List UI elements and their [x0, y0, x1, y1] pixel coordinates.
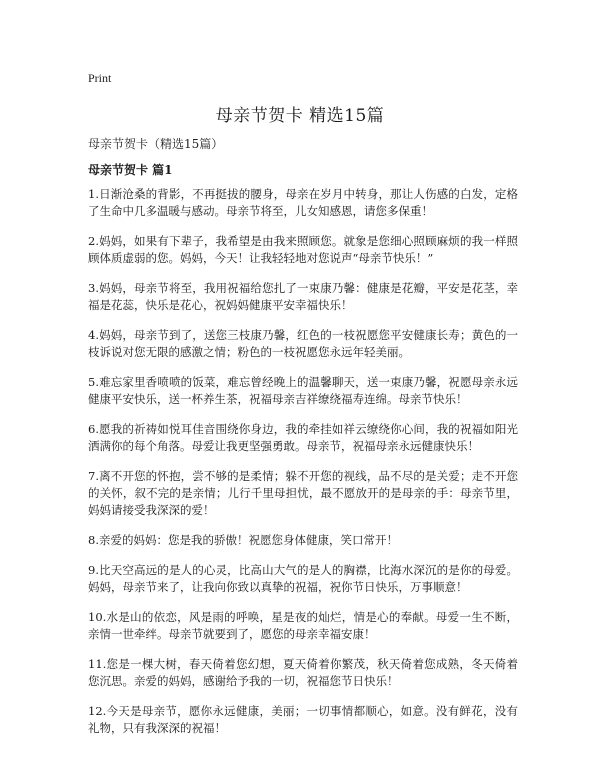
paragraph: 9.比天空高远的是人的心灵，比高山大气的是人的胸襟，比海水深沉的是你的母爱。妈妈，母亲节来了，让我向你致以真挚的祝福，祝你节日快乐，万事顺意！: [88, 563, 518, 594]
paragraph: 8.亲爱的妈妈：您是我的骄傲！祝愿您身体健康，笑口常开！: [88, 533, 398, 547]
paragraph: 12.今天是母亲节，愿你永远健康，美丽；一切事情都顺心，如意。没有鲜花，没有礼物，只有我深深的祝福！: [88, 704, 518, 735]
paragraph: 5.难忘家里香喷喷的饭菜，难忘曾经晚上的温馨聊天，送一束康乃馨，祝愿母亲永远健康平安快乐，送一杯养生茶，祝福母亲吉祥缭绕福寿连绵。母亲节快乐！: [88, 375, 518, 406]
paragraph: 7.离不开您的怀抱，尝不够的是柔情；躲不开您的视线，品不尽的是关爱；走不开您的关怀，叙不完的是亲情；儿行千里母担忧，最不愿放开的是母亲的手：母亲节里，妈妈请接受我深深的爱！: [88, 469, 518, 517]
page-title: 母亲节贺卡 精选15篇: [215, 106, 385, 126]
print-link[interactable]: Print: [88, 71, 112, 85]
paragraph: 1.日渐沧桑的背影，不再挺拔的腰身，母亲在岁月中转身，那让人伤感的白发，定格了生命中几多温暖与感动。母亲节将至，儿女知感恩，请您多保重！: [88, 187, 518, 218]
paragraph: 6.愿我的祈祷如悦耳佳音围绕你身边，我的牵挂如祥云缭绕你心间，我的祝福如阳光洒满你的每个角落。母爱让我更坚强勇敢。母亲节，祝福母亲永远健康快乐！: [88, 422, 518, 453]
paragraph: 11.您是一棵大树，春天倚着您幻想，夏天倚着你繁茂，秋天倚着您成熟，冬天倚着您沉思。亲爱的妈妈，感谢给予我的一切，祝福您节日快乐！: [88, 657, 518, 688]
paragraph: 3.妈妈，母亲节将至，我用祝福给您扎了一束康乃馨：健康是花瓣，平安是花茎，幸福是花蕊，快乐是花心，祝妈妈健康平安幸福快乐！: [88, 281, 518, 312]
paragraph-list: [88, 186, 518, 750]
document-subtitle: 母亲节贺卡（精选15篇）: [88, 137, 224, 151]
section-heading: 母亲节贺卡 篇1: [88, 163, 173, 177]
paragraph: 4.妈妈，母亲节到了，送您三枝康乃馨，红色的一枝祝愿您平安健康长寿；黄色的一枝诉说对您无限的感激之情；粉色的一枝祝愿您永远年轻美丽。: [88, 328, 518, 359]
paragraph: 10.水是山的依恋，风是雨的呼唤，星是夜的灿烂，情是心的奉献。母爱一生不断，亲情一世牵绊。母亲节就要到了，愿您的母亲幸福安康！: [88, 610, 518, 641]
paragraph: 2.妈妈，如果有下辈子，我希望是由我来照顾您。就象是您细心照顾麻烦的我一样照顾体质虚弱的您。妈妈，今天！让我轻轻地对您说声“母亲节快乐！”: [88, 234, 518, 265]
